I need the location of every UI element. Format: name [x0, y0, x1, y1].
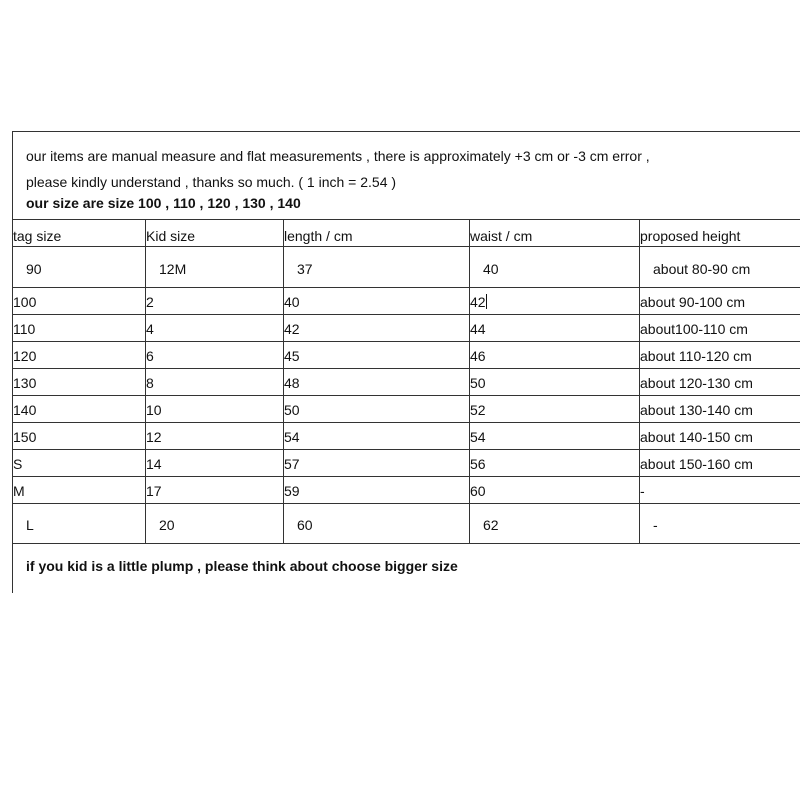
- cell-proposed-height: about 110-120 cm: [640, 348, 752, 364]
- cell-length: 42: [284, 321, 300, 337]
- cell-kid-size: 4: [146, 321, 154, 337]
- cell-tag-size: 90: [26, 261, 42, 277]
- size-advice-note: if you kid is a little plump , please think about choose bigger size: [26, 558, 458, 574]
- table-bottom-border: [12, 543, 800, 544]
- row-divider: [12, 395, 800, 396]
- cell-tag-size: M: [13, 483, 25, 499]
- cell-proposed-height: about 80-90 cm: [653, 261, 751, 277]
- cell-waist: 52: [470, 402, 486, 418]
- cell-waist[interactable]: [470, 294, 487, 310]
- cell-proposed-height: -: [640, 483, 645, 499]
- available-sizes-note: our size are size 100 , 110 , 120 , 130 , 140: [26, 195, 301, 211]
- cell-length: 37: [297, 261, 313, 277]
- header-tag-size: tag size: [13, 228, 62, 244]
- cell-tag-size: L: [26, 517, 34, 533]
- header-proposed-height: proposed height: [640, 228, 741, 244]
- cell-proposed-height: about 150-160 cm: [640, 456, 753, 472]
- cell-proposed-height: about100-110 cm: [640, 321, 748, 337]
- cell-waist: 46: [470, 348, 486, 364]
- row-divider: [12, 449, 800, 450]
- cell-tag-size: 120: [13, 348, 37, 364]
- text-cursor: [486, 294, 487, 309]
- cell-waist: 44: [470, 321, 486, 337]
- cell-length: 57: [284, 456, 300, 472]
- understand-note: please kindly understand , thanks so much. ( 1 inch = 2.54 ): [26, 174, 397, 190]
- cell-kid-size: 6: [146, 348, 154, 364]
- cell-tag-size: 150: [13, 429, 37, 445]
- cell-proposed-height: about 140-150 cm: [640, 429, 753, 445]
- cell-kid-size: 17: [146, 483, 162, 499]
- cell-tag-size: S: [13, 456, 23, 472]
- cell-kid-size: 2: [146, 294, 154, 310]
- row-divider: [12, 341, 800, 342]
- cell-waist: 60: [470, 483, 486, 499]
- cell-kid-size: 14: [146, 456, 162, 472]
- row-divider: [12, 314, 800, 315]
- cell-proposed-height: about 130-140 cm: [640, 402, 753, 418]
- table-top-border: [12, 131, 800, 132]
- header-length: length / cm: [284, 228, 353, 244]
- header-waist: waist / cm: [470, 228, 533, 244]
- cell-tag-size: 100: [13, 294, 37, 310]
- cell-proposed-height: about 120-130 cm: [640, 375, 753, 391]
- header-top-border: [12, 219, 800, 220]
- cell-waist: 40: [483, 261, 499, 277]
- cell-length: 48: [284, 375, 300, 391]
- row-divider: [12, 503, 800, 504]
- row-divider: [12, 246, 800, 247]
- measurement-note: our items are manual measure and flat measurements , there is approximately +3 cm or -3 cm error ,: [26, 148, 650, 164]
- row-divider: [12, 422, 800, 423]
- cell-length: 50: [284, 402, 300, 418]
- cell-length: 40: [284, 294, 300, 310]
- cell-length: 45: [284, 348, 300, 364]
- cell-tag-size: 110: [13, 321, 36, 337]
- cell-length: 59: [284, 483, 300, 499]
- cell-kid-size: 12M: [159, 261, 187, 277]
- row-divider: [12, 287, 800, 288]
- cell-length: 60: [297, 517, 313, 533]
- cell-tag-size: 140: [13, 402, 37, 418]
- cell-length: 54: [284, 429, 300, 445]
- cell-proposed-height: about 90-100 cm: [640, 294, 746, 310]
- cell-waist: 56: [470, 456, 486, 472]
- cell-kid-size: 20: [159, 517, 175, 533]
- cell-waist: 62: [483, 517, 499, 533]
- row-divider: [12, 476, 800, 477]
- cell-tag-size: 130: [13, 375, 37, 391]
- cell-kid-size: 8: [146, 375, 154, 391]
- cell-waist: 54: [470, 429, 486, 445]
- cell-kid-size: 10: [146, 402, 162, 418]
- cell-kid-size: 12: [146, 429, 162, 445]
- header-kid-size: Kid size: [146, 228, 196, 244]
- cell-proposed-height: -: [653, 517, 658, 533]
- cell-waist: 50: [470, 375, 486, 391]
- cell-waist-value: 42: [470, 294, 486, 310]
- row-divider: [12, 368, 800, 369]
